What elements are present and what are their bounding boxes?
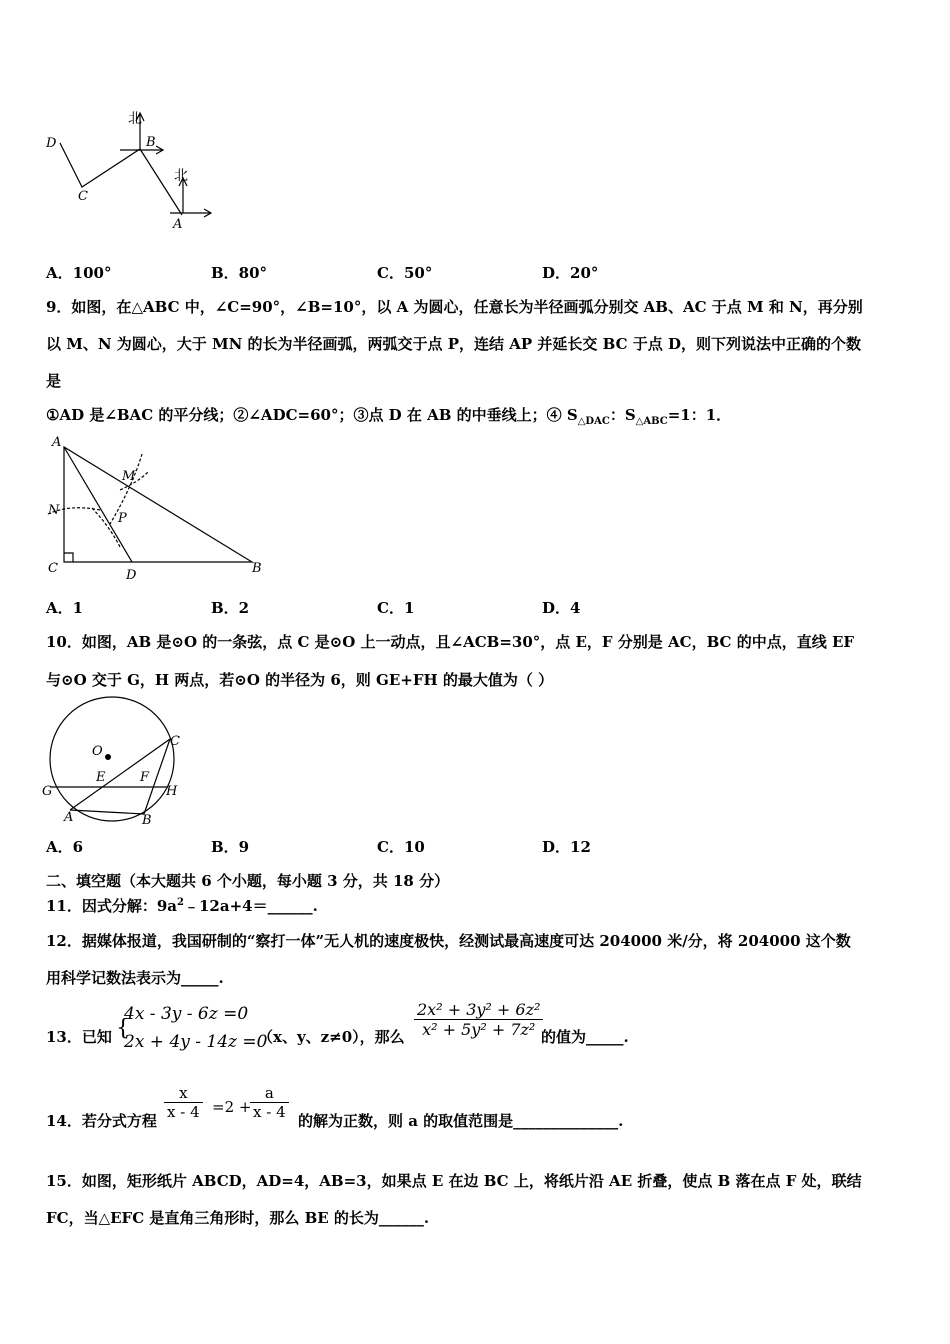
q8-option-b[interactable]: B．80° (211, 264, 268, 282)
q11-exponent: 2 (177, 897, 184, 908)
q14-fraction-2 (250, 1084, 289, 1121)
q11-text (46, 895, 318, 916)
q9-statements-pre: ①AD 是∠BAC 的平分线；②∠ADC=60°；③点 D 在 AB 的中垂线上；④ S (46, 406, 578, 424)
q13-pre: 13．已知 (46, 1028, 112, 1046)
q9-option-b[interactable]: B．2 (211, 599, 250, 617)
label-A: A (173, 217, 183, 232)
q13-eq-2: 2x + 4y - 14z =0 (124, 1032, 268, 1052)
q15-text-line-1: 15．如图，矩形纸片 ABCD，AD=4，AB=3，如果点 E 在边 BC 上，将纸片沿 AE 折叠，使点 B 落在点 F 处，联结 (46, 1172, 862, 1190)
label-C: C (170, 734, 180, 749)
figure-q10-circle (40, 695, 190, 825)
label-C: C (78, 189, 88, 204)
q10-option-a[interactable]: A．6 (46, 838, 84, 856)
q13-condition: （x、y、z≠0），那么 (258, 1028, 405, 1046)
q10-text-line-2: 与⊙O 交于 G，H 两点，若⊙O 的半径为 6，则 GE+FH 的最大值为（ ） (46, 671, 554, 689)
q9-statements-end: =1：1． (667, 406, 732, 424)
label-north-2: 北 (174, 168, 188, 184)
q9-sub-dac: △DAC (577, 416, 610, 427)
q14-pre: 14．若分式方程 (46, 1112, 157, 1130)
label-A: A (64, 810, 74, 825)
q9-option-d[interactable]: D．4 (542, 599, 581, 617)
q8-option-a[interactable]: A．100° (46, 264, 112, 282)
figure-q8-direction-diagram (40, 105, 230, 240)
label-B: B (146, 135, 156, 150)
label-N: N (48, 503, 60, 518)
q11-post: ﹣12a+4＝______. (184, 897, 318, 915)
q12-text-line-1: 12．据媒体报道，我国研制的“察打一体”无人机的速度极快，经测试最高速度可达 204000 米/分，将 204000 这个数 (46, 932, 851, 950)
q14-frac1-den: x - 4 (167, 1103, 200, 1121)
label-F: F (140, 770, 150, 785)
q13-post: 的值为_____. (541, 1028, 629, 1046)
q15-text-line-2: FC，当△EFC 是直角三角形时，那么 BE 的长为______. (46, 1209, 430, 1227)
label-A: A (52, 435, 62, 450)
q11-pre: 11．因式分解：9a (46, 897, 178, 915)
label-M: M (122, 469, 136, 484)
q13-eq-1: 4x - 3y - 6z =0 (124, 1004, 249, 1024)
q14-frac1-num: x (164, 1084, 203, 1103)
q9-option-a[interactable]: A．1 (46, 599, 84, 617)
q9-text-line-3: 是 (46, 372, 62, 390)
label-D: D (126, 568, 137, 582)
label-E: E (96, 770, 106, 785)
q14-frac2-den: x - 4 (253, 1103, 286, 1121)
q14-post: 的解为正数，则 a 的取值范围是______________. (298, 1112, 624, 1130)
q10-text-line-1: 10．如图，AB 是⊙O 的一条弦，点 C 是⊙O 上一动点，且∠ACB=30°，点 E，F 分别是 AC，BC 的中点，直线 EF (46, 633, 855, 651)
q10-option-d[interactable]: D．12 (542, 838, 591, 856)
q10-option-b[interactable]: B．9 (211, 838, 250, 856)
q10-option-c[interactable]: C．10 (377, 838, 425, 856)
q13-brace: { (116, 1016, 130, 1041)
q13-numerator: 2x² + 3y² + 6z² (414, 1000, 543, 1020)
q13-equation-system (124, 1000, 267, 1056)
label-H: H (166, 784, 178, 799)
label-C: C (48, 561, 58, 576)
q9-statements-mid: ：S (609, 406, 636, 424)
q9-text-line-1: 9．如图，在△ABC 中，∠C=90°，∠B=10°，以 A 为圆心，任意长为半径画弧分别交 AB、AC 于点 M 和 N，再分别 (46, 298, 863, 316)
q9-sub-abc: △ABC (635, 416, 668, 427)
q14-frac2-num: a (250, 1084, 289, 1103)
q14-fraction-1 (164, 1084, 203, 1121)
q14-mid: =2 + (212, 1098, 252, 1116)
label-P: P (118, 511, 127, 526)
center-point (105, 754, 111, 760)
q8-option-d[interactable]: D．20° (542, 264, 599, 282)
label-O: O (92, 744, 103, 759)
label-G: G (42, 784, 53, 799)
label-B: B (252, 561, 262, 576)
q13-fraction (414, 1000, 543, 1039)
q9-text-line-2: 以 M、N 为圆心，大于 MN 的长为半径画弧，两弧交于点 P，连结 AP 并延长交 BC 于点 D，则下列说法中正确的个数 (46, 335, 861, 353)
q9-statements (46, 404, 731, 427)
q12-text-line-2: 用科学记数法表示为_____. (46, 969, 224, 987)
section-2-title: 二、填空题（本大题共 6 个小题，每小题 3 分，共 18 分） (46, 872, 450, 890)
label-B: B (142, 813, 152, 825)
figure-q9-triangle (40, 432, 280, 582)
q8-option-c[interactable]: C．50° (377, 264, 433, 282)
q13-text (46, 1000, 629, 1052)
q13-denominator: x² + 5y² + 7z² (422, 1020, 536, 1039)
label-D: D (46, 136, 57, 151)
q9-option-c[interactable]: C．1 (377, 599, 415, 617)
label-north-1: 北 (128, 111, 142, 127)
